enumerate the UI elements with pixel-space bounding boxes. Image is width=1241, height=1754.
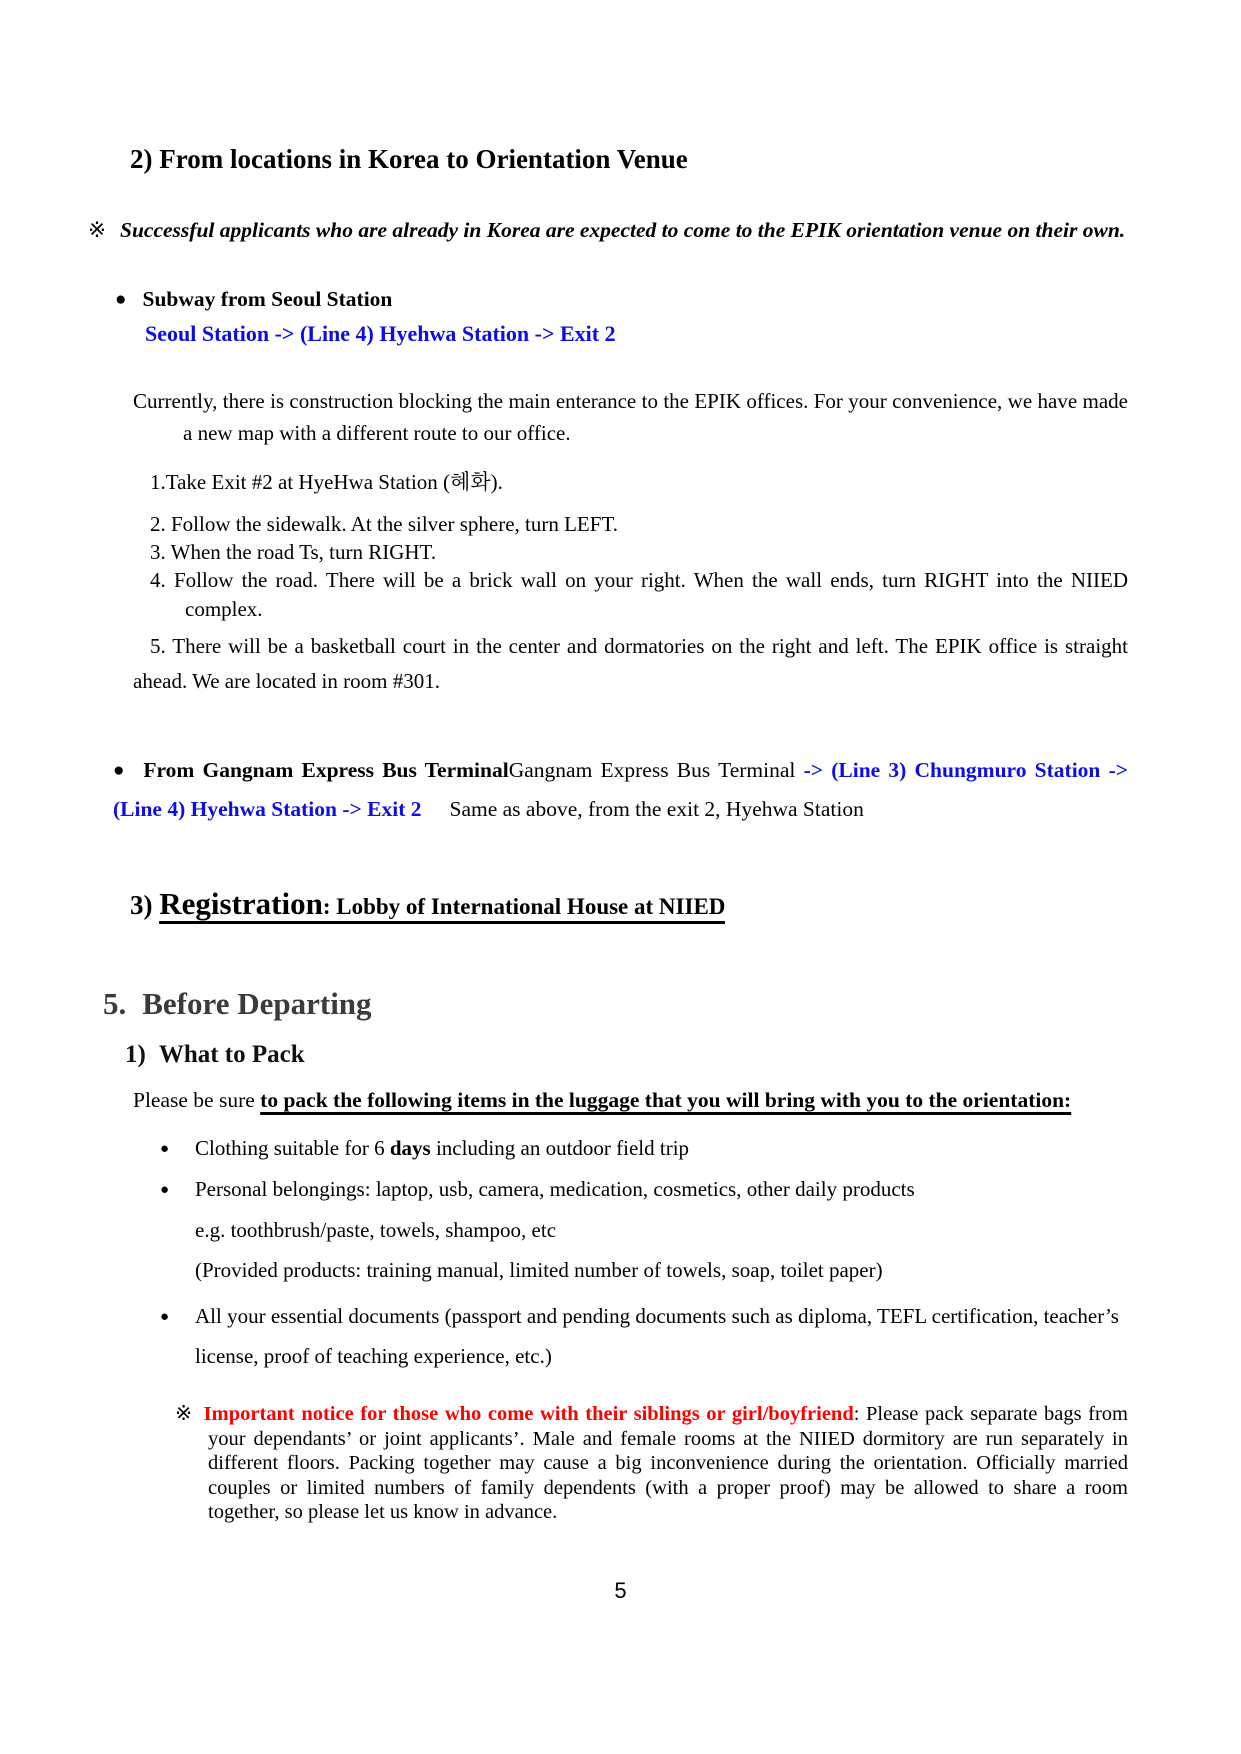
subway-route: Seoul Station -> (Line 4) Hyehwa Station -> Exit 2 <box>145 321 616 346</box>
direction-step: 3. When the road Ts, turn RIGHT. <box>150 540 437 564</box>
gangnam-route: -> (Line 3) Chungmuro Station -> (Line 4) Hyehwa Station -> Exit 2 <box>113 758 1128 821</box>
pack-items-list <box>88 1134 1128 1525</box>
bullet-icon: ● <box>160 1309 170 1325</box>
bullet-icon: ● <box>160 1182 170 1198</box>
personal-text: Personal belongings: laptop, usb, camera, medication, cosmetics, other daily products <box>195 1177 915 1201</box>
pack-intro-paragraph <box>133 1082 1128 1118</box>
clothing-pre: Clothing suitable for 6 <box>195 1136 390 1160</box>
section-heading-registration <box>130 882 1128 932</box>
clothing-days: days <box>389 1136 431 1160</box>
pack-item-provided: (Provided products: training manual, limited number of towels, soap, toilet paper) <box>195 1258 883 1282</box>
section-heading-korea-to-venue: 2) From locations in Korea to Orientation Venue <box>130 144 688 174</box>
section-heading-before-departing <box>103 984 1128 1024</box>
gangnam-heading-label: From Gangnam Express Bus Terminal <box>143 758 509 782</box>
clothing-post: including an outdoor field trip <box>430 1136 690 1160</box>
bullet-icon: ● <box>160 1141 170 1157</box>
registration-title: Registration <box>159 886 323 921</box>
pack-item-clothing <box>160 1134 1128 1163</box>
document-content <box>0 142 1241 1525</box>
pack-intro-plain: Please be sure <box>133 1088 261 1112</box>
registration-location: : Lobby of International House at NIIED <box>322 894 726 919</box>
notice-red-text: Important notice for those who come with their siblings or girl/boyfriend <box>203 1403 854 1425</box>
subway-from-seoul-station-heading <box>115 284 1128 315</box>
reference-mark-icon: ※ <box>88 218 107 242</box>
direction-step: 4. Follow the road. There will be a brick wall on your right. When the wall ends, turn RIGHT into the NIIED complex. <box>150 568 1128 621</box>
page-number: 5 <box>614 1578 627 1603</box>
pack-item-personal-eg: e.g. toothbrush/paste, towels, shampoo, etc <box>195 1218 557 1242</box>
direction-step: 1.Take Exit #2 at HyeHwa Station (혜화). <box>150 470 503 494</box>
documents-text: All your essential documents (passport and pending documents such as diploma, TEFL certification, teacher’s license, proof of teaching experience, etc.) <box>195 1304 1119 1368</box>
direction-step: 2. Follow the sidewalk. At the silver sphere, turn LEFT. <box>150 512 618 536</box>
direction-steps-list <box>133 467 1128 699</box>
registration-number: 3) <box>130 890 160 920</box>
subway-heading-label: Subway from Seoul Station <box>142 287 393 311</box>
note-text: Successful applicants who are already in Korea are expected to come to the EPIK orientation venue on their own. <box>120 218 1126 242</box>
subsection-number: 1) <box>125 1041 146 1068</box>
gangnam-plain-text: Gangnam Express Bus Terminal <box>508 758 804 782</box>
subsection-title: What to Pack <box>158 1041 305 1068</box>
bullet-icon: ● <box>115 289 127 310</box>
pack-item-documents <box>160 1296 1128 1376</box>
note-successful-applicants <box>88 210 1128 250</box>
reference-mark-icon: ※ <box>175 1403 194 1425</box>
important-notice-paragraph <box>175 1402 1128 1525</box>
notice-body-text: : Please pack separate bags from your dependants’ or joint applicants’. Male and female rooms at the NIIED dormitory are run separately in different floors. Packing together may cause a big inconvenience during the orientation. Officially married couples or limited numbers of family dependents (with a proper proof) may be allowed to share a room together, so please let us know in advance. <box>208 1403 1128 1523</box>
section-title: Before Departing <box>142 986 372 1021</box>
gangnam-bus-terminal-paragraph <box>113 751 1128 828</box>
direction-step: 5. There will be a basketball court in the center and dormatories on the right and left. The EPIK office is straight ahead. We are located in room #301. <box>133 634 1128 693</box>
bullet-icon: ● <box>113 760 128 781</box>
subsection-heading-what-to-pack <box>125 1038 1128 1072</box>
construction-paragraph: Currently, there is construction blocking the main enterance to the EPIK offices. For your convenience, we have made a new map with a different route to our office. <box>133 389 1128 445</box>
pack-item-personal <box>160 1175 1128 1204</box>
section-number: 5. <box>103 986 127 1021</box>
gangnam-suffix-text: Same as above, from the exit 2, Hyehwa Station <box>449 797 864 821</box>
pack-intro-emphasis: to pack the following items in the luggage that you will bring with you to the orientation: <box>260 1088 1072 1112</box>
